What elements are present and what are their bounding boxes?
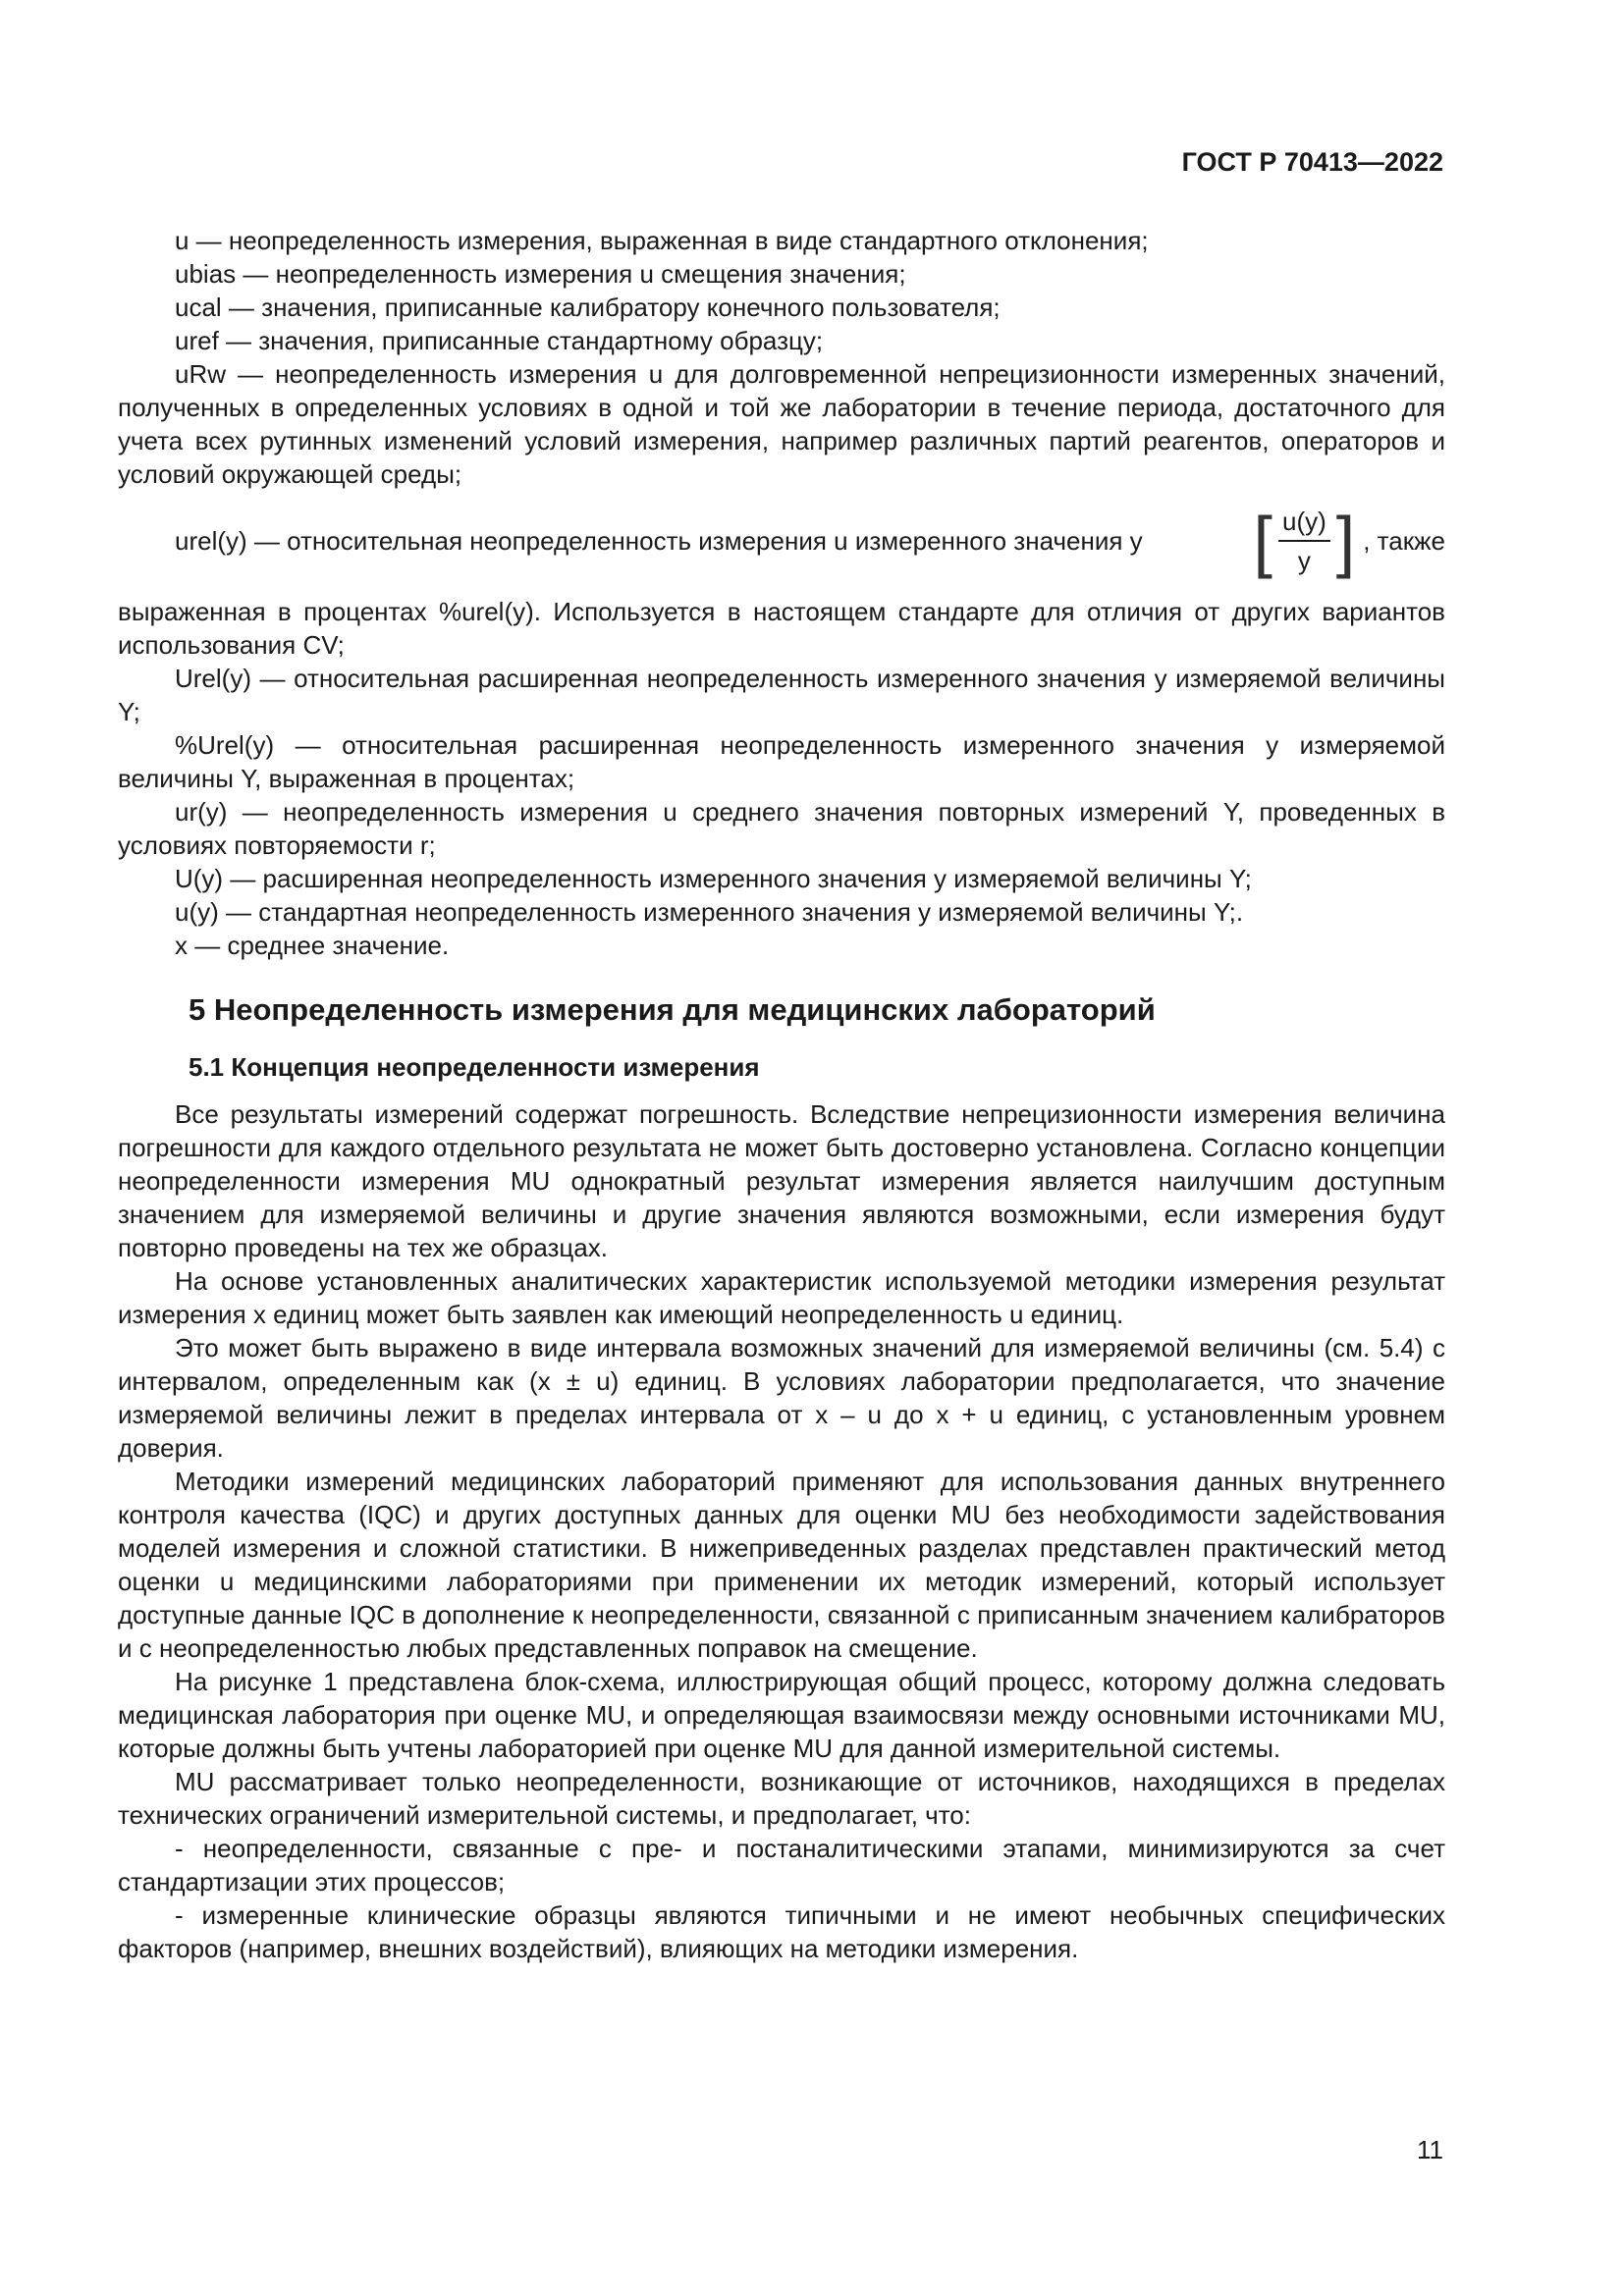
- document-code: ГОСТ Р 70413—2022: [1181, 147, 1443, 177]
- definition-x-mean: x — среднее значение.: [175, 931, 450, 960]
- definition-u: u — неопределенность измерения, выраженная в виде стандартного отклонения;: [175, 226, 1149, 255]
- definition-urw: uRw — неопределенность измерения u для долговременной непрецизионности измеренных значений, полученных в определенных условиях в одной и той же лаборатории в течение периода, достаточного для учета всех рутинных изменений условий измерения, например различных партий реагентов, операторов и условий окружающей среды;: [118, 359, 1445, 489]
- definition-uref: uref — значения, приписанные стандартному образцу;: [175, 326, 824, 355]
- list-item: - неопределенности, связанные с пре- и постаналитическими этапами, минимизируются за счет стандартизации этих процессов;: [118, 1834, 1445, 1896]
- definition-u-y: u(y) — стандартная неопределенность измеренного значения y измеряемой величины Y;.: [175, 897, 1244, 927]
- definitions-list: [118, 224, 1445, 962]
- definition-ubias: ubias — неопределенность измерения u смещения значения;: [175, 259, 906, 289]
- definition-Urel: Urel(y) — относительная расширенная неопределенность измеренного значения y измеряемой величины Y;: [118, 664, 1445, 726]
- paragraph: Это может быть выражено в виде интервала возможных значений для измеряемой величины (см. 5.4) с интервалом, определенным как (x ± u) единиц. В условиях лаборатории предполагается, что значение измеряемой величины лежит в пределах интервала от x – u до x + u единиц, с установленным уровнем доверия.: [118, 1333, 1445, 1463]
- paragraph: Методики измерений медицинских лабораторий применяют для использования данных внутреннего контроля качества (IQC) и других доступных данных для оценки MU без необходимости задействования моделей измерения и сложной статистики. В нижеприведенных разделах представлен практический метод оценки u медицинскими лабораториями при применении их методик измерений, который использует доступные данные IQC в дополнение к неопределенности, связанной с приписанным значением калибраторов и с неопределенностью любых представленных поправок на смещение.: [118, 1467, 1445, 1663]
- paragraph: Все результаты измерений содержат погрешность. Вследствие непрецизионности измерения величина погрешности для каждого отдельного результата не может быть достоверно установлена. Согласно концепции неопределенности измерения MU однократный результат измерения является наилучшим доступным значением для измеряемой величины и другие значения являются возможными, если измерения будут повторно проведены на тех же образцах.: [118, 1099, 1445, 1262]
- page-number: 11: [1417, 2135, 1443, 2164]
- definition-urel-continuation: выраженная в процентах %urel(y). Используется в настоящем стандарте для отличия от других вариантов использования CV;: [118, 597, 1445, 660]
- definition-percent-Urel: %Urel(y) — относительная расширенная неопределенность измеренного значения y измеряемой величины Y, выраженная в процентах;: [118, 730, 1445, 793]
- definition-urel-formula: [175, 497, 1445, 585]
- definition-urel-suffix: , также: [1363, 526, 1445, 556]
- subsection-title: 5.1 Концепция неопределенности измерения: [189, 1052, 760, 1082]
- definition-ucal: ucal — значения, приписанные калибратору конечного пользователя;: [175, 293, 1001, 322]
- definition-ur: ur(y) — неопределенность измерения u среднего значения повторных измерений Y, проведенных в условиях повторяемости r;: [118, 797, 1445, 860]
- paragraph: На рисунке 1 представлена блок-схема, иллюстрирующая общий процесс, которому должна следовать медицинская лаборатория при оценке MU, и определяющая взаимосвязи между основными источниками MU, которые должны быть учтены лабораторией при оценке MU для данной измерительной системы.: [118, 1667, 1445, 1763]
- fraction-bracket: [ $\frac{u(y)}{y}$ ]: [1253, 503, 1356, 579]
- paragraph: На основе установленных аналитических характеристик используемой методики измерения результат измерения x единиц может быть заявлен как имеющий неопределенность u единиц.: [118, 1266, 1445, 1329]
- definition-U: U(y) — расширенная неопределенность измеренного значения y измеряемой величины Y;: [175, 864, 1252, 893]
- section-5: [118, 993, 1445, 1965]
- definition-urel-text: urel(y) — относительная неопределенность измерения u измеренного значения y: [175, 526, 1143, 556]
- list-item: - измеренные клинические образцы являются типичными и не имеют необычных специфических факторов (например, внешних воздействий), влияющих на методики измерения.: [118, 1900, 1445, 1963]
- fraction-numerator: u(y): [1278, 505, 1330, 542]
- fraction-denominator: y: [1297, 546, 1311, 575]
- paragraph: MU рассматривает только неопределенности, возникающие от источников, находящихся в пределах технических ограничений измерительной системы, и предполагает, что:: [118, 1767, 1445, 1830]
- section-title: 5 Неопределенность измерения для медицинских лабораторий: [189, 992, 1156, 1027]
